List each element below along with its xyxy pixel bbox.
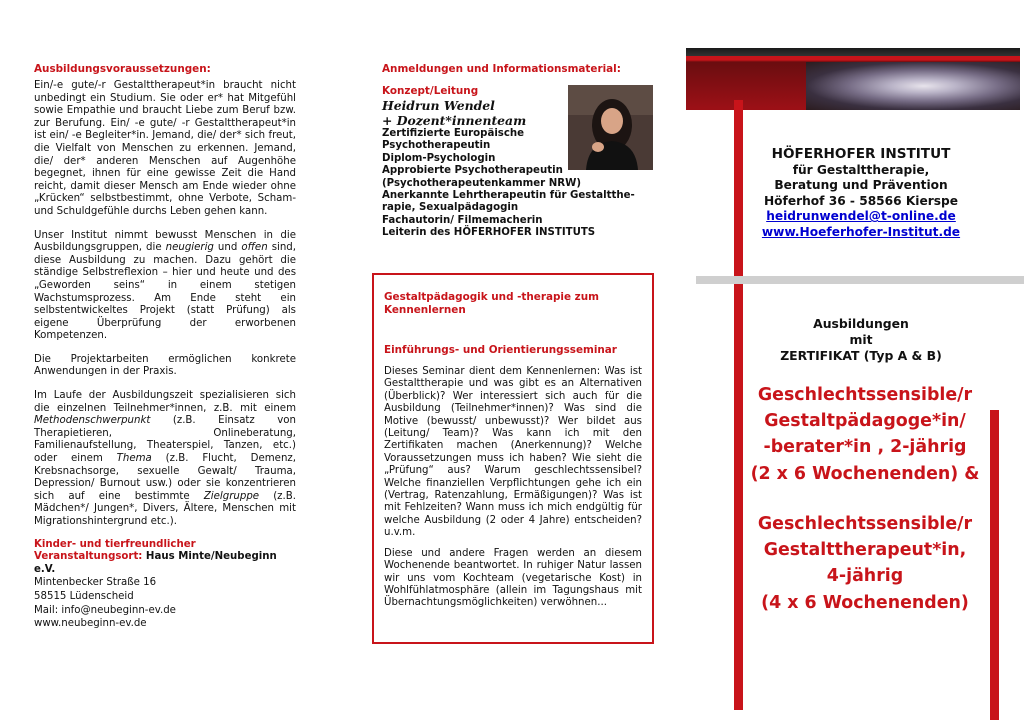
- requirements-paragraph-1: Ein/-e gute/-r Gestalttherapeut*in braucht nicht unbedingt ein Studium. Sie oder er* hat Mitgefühl sowie Empathie und braucht Liebe zum Beruf bzw. zur Berufung. Ein/ -e gute/ -r Gestalttherapeut*in ist ein/ -e Begleiter*in. Jemand, die/ der* sich freut, die Vielfalt von Menschen zu erkennen. Jemand, die/ der* anderen Menschen auf Augenhöhe begegnet, ihnen für eine gewisse Zeit die Hand reicht, damit dieser Mensch am Ende wieder ohne „Krücken“ selbstbestimmt, ohne Verbote, Scham- und Schuldgefühle durchs Leben gehen kann.: [34, 80, 296, 217]
- requirements-heading: Ausbildungsvoraussetzungen:: [34, 63, 211, 75]
- institute-line-1: für Gestalttherapie,: [792, 163, 930, 177]
- course-line: (2 x 6 Wochenenden) &: [750, 463, 980, 484]
- venue-web: www.neubeginn-ev.de: [34, 618, 147, 630]
- training-line-2: mit: [849, 332, 873, 347]
- training-line-3: ZERTIFIKAT (Typ A & B): [780, 348, 942, 363]
- qualification-line: Fachautorin/ Filmemacherin: [382, 214, 543, 226]
- course-pedagogue: [740, 382, 990, 487]
- qualification-line: rapie, Sexualpädagogin: [382, 202, 519, 214]
- qualification-line: Approbierte Psychotherapeutin: [382, 165, 563, 177]
- qualification-line: Zertifizierte Europäische: [382, 128, 525, 139]
- seminar-box: [372, 273, 654, 644]
- leader-name: Heidrun Wendel: [382, 98, 495, 113]
- requirements-paragraph-3: Die Projektarbeiten ermöglichen konkrete Anwendungen in der Praxis.: [34, 353, 296, 378]
- course-line: -berater*in , 2-jährig: [763, 437, 967, 458]
- concept-heading: Konzept/Leitung: [382, 85, 479, 97]
- course-line: Geschlechtssensible/r: [757, 514, 973, 534]
- portrait-illustration: [568, 85, 653, 170]
- course-line: Geschlechtssensible/r: [757, 385, 973, 405]
- flower-image: [806, 62, 1020, 110]
- institute-web-link[interactable]: www.Hoeferhofer-Institut.de: [761, 224, 961, 239]
- venue-city: 58515 Lüdenscheid: [34, 590, 134, 602]
- institute-block: [746, 146, 976, 240]
- grey-divider: [696, 276, 1024, 284]
- institute-line-2: Beratung und Prävention: [774, 178, 948, 193]
- course-line: Gestalttherapeut*in,: [763, 540, 967, 561]
- red-vertical-bar-2: [990, 410, 999, 720]
- portrait-photo: [568, 85, 653, 170]
- qualification-line: Psychotherapeutin: [382, 140, 491, 152]
- qualification-line: Diplom-Psychologin: [382, 152, 496, 164]
- leader-team: + Dozent*innenteam: [382, 113, 527, 128]
- institute-address: Höferhof 36 - 58566 Kierspe: [763, 193, 959, 208]
- training-block: [746, 316, 976, 364]
- requirements-paragraph-2: Unser Institut nimmt bewusst Menschen in die Ausbildungsgruppen, die neugierig und offen sind, diese Ausbildung zu machen. Dazu gehört die ständige Selbstreflexion – hier und heute und des „Geworden seins“ in einem stetigen Wachstumsprozess. Am Ende steht ein selbstentwickeltes Projekt (statt Prüfung) als eigene Überprüfung der erworbenen Kompetenzen.: [34, 229, 296, 342]
- qualification-line: Anerkannte Lehrtherapeutin für Gestaltthe-: [382, 190, 635, 202]
- course-therapist: [740, 511, 990, 616]
- training-line-1: Ausbildungen: [813, 316, 909, 331]
- course-line: 4-jährig: [826, 566, 904, 587]
- seminar-title: Gestaltpädagogik und -therapie zum Kennenlernen: [384, 291, 599, 316]
- venue-street: Mintenbecker Straße 16: [34, 577, 157, 589]
- institute-email-link[interactable]: heidrunwendel@t-online.de: [766, 209, 956, 224]
- left-column: [34, 63, 296, 631]
- seminar-subtitle: Einführungs- und Orientierungsseminar: [384, 344, 617, 356]
- venue-heading: Kinder- und tierfreundlicher Veranstaltungsort: Haus Minte/Neubeginn e.V.: [34, 538, 277, 575]
- seminar-paragraph-2: Diese und andere Fragen werden an diesem Wochenende beantwortet. In ruhiger Natur lassen wir uns vom Kochteam (vegetarische Kost) in Wohlfühlatmosphäre (allein im Tagungshaus mit Übernachtungsmöglichkeiten) verwöhnen...: [384, 547, 642, 609]
- requirements-paragraph-4: Im Laufe der Ausbildungszeit spezialisieren sich die einzelnen Teilnehmer*innen, z.B. mit einem Methodenschwerpunkt (z.B. Einsatz von Therapietieren, Onlineberatung, Familienaufstellung, Theaterspiel, Tanzen, etc.) oder einem Thema (z.B. Flucht, Demenz, Krebsnachsorge, sexuelle Gewalt/ Trauma, Depression/ Burnout usw.) oder sie konzentrieren sich auf eine bestimmte Zielgruppe (z.B. Mädchen*/ Jungen*, Divers, Ältere, Menschen mit Migrationshintergrund etc.).: [34, 390, 296, 527]
- venue-name: Haus Minte/Neubeginn e.V.: [34, 551, 277, 575]
- course-line: Gestaltpädagoge*in/: [764, 411, 966, 432]
- registration-heading: Anmeldungen und Informationsmaterial:: [382, 63, 621, 75]
- venue-mail: Mail: info@neubeginn-ev.de: [34, 604, 176, 616]
- institute-name: HÖFERHOFER INSTITUT: [771, 146, 951, 162]
- qualification-line: (Psychotherapeutenkammer NRW): [382, 177, 581, 189]
- seminar-paragraph-1: Dieses Seminar dient dem Kennenlernen: Was ist Gestalttherapie und was gibt es an Alternativen (Überblick)? Wer interessiert sich auch für die Ausbildung (Teilnehmer*innen)? Was sind die Motive (bewusst/ unbewusst)? Wer bildet aus (Leitung/ Team)? Was kann ich mit den Zertifikaten machen (Anerkennung)? Welche Voraussetzungen muss ich haben? Wie sieht die „Prüfung“ aus? Warum geschlechtssensibel? Welche finanziellen Verpflichtungen gehe ich ein (Vertrag, Ratenzahlung, Ermäßigungen)? Was ist mit Fehlzeiten? Wann muss ich mich endgültig für welche Ausbildung (2 oder 4 Jahre) entscheiden? u.v.m.: [384, 366, 642, 539]
- course-line: (4 x 6 Wochenenden): [761, 592, 969, 613]
- qualification-line: Leiterin des HÖFERHOFER INSTITUTS: [382, 227, 596, 239]
